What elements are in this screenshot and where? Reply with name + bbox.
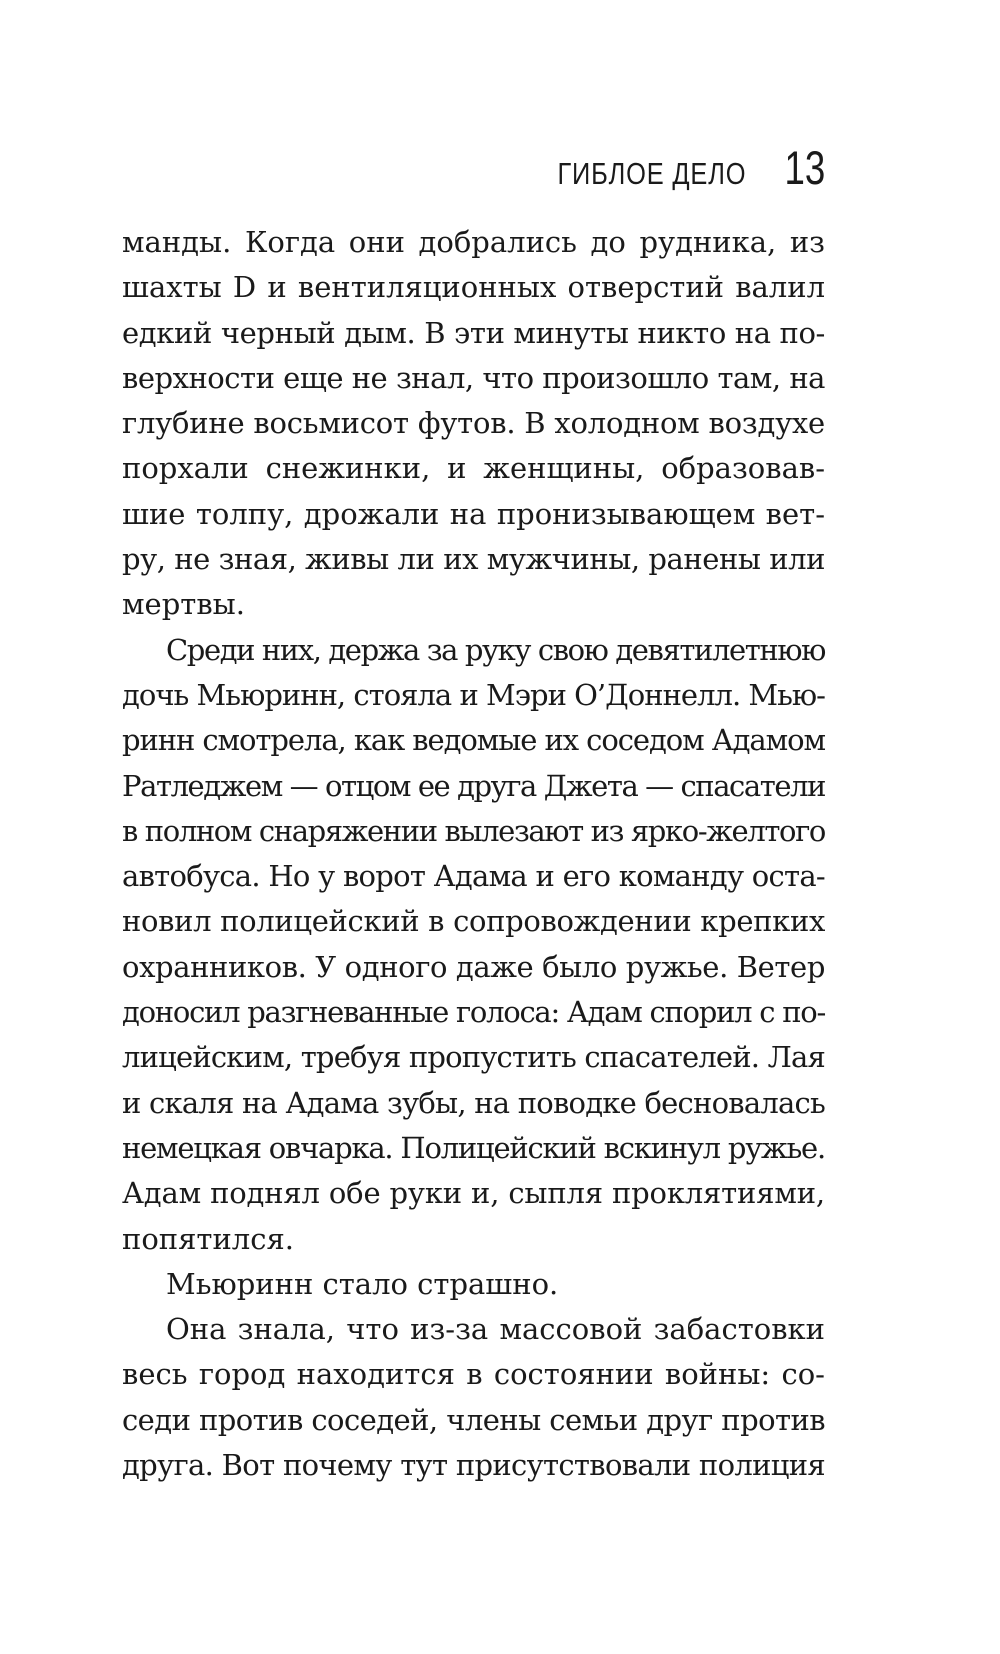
text-line: попятился. <box>122 1221 294 1256</box>
text-line: ру, не зная, живы ли их мужчины, ранены или <box>122 542 825 577</box>
text-line: лицейским, требуя пропустить спасателей. Лая <box>122 1040 825 1075</box>
text-line: Она знала, что из-за массовой забастовки <box>166 1312 825 1347</box>
text-line: автобуса. Но у ворот Адама и его команду оста- <box>122 859 825 894</box>
page-number: 13 <box>784 141 825 194</box>
text-line: верхности еще не знал, что произошло там, на <box>122 360 825 395</box>
text-line: шахты D и вентиляционных отверстий валил <box>122 270 825 305</box>
running-head <box>122 140 825 195</box>
text-line: глубине восьмисот футов. В холодном воздухе <box>122 406 825 441</box>
text-line: Адам поднял обе руки и, сыпля проклятиями, <box>122 1176 825 1211</box>
text-line: порхали снежинки, и женщины, образовав- <box>122 451 825 486</box>
text-line: едкий черный дым. В эти минуты никто на по- <box>122 315 825 350</box>
text-line: в полном снаряжении вылезают из ярко-желтого <box>122 813 825 848</box>
text-line: шие толпу, дрожали на пронизывающем вет- <box>122 496 825 531</box>
text-line: охранников. У одного даже было ружье. Ветер <box>122 949 825 984</box>
text-line: седи против соседей, члены семьи друг против <box>122 1402 825 1437</box>
text-line: манды. Когда они добрались до рудника, из <box>122 225 825 259</box>
text-line: ринн смотрела, как ведомые их соседом Адамом <box>122 723 825 758</box>
text-line: доносил разгневанные голоса: Адам спорил с по- <box>122 995 825 1030</box>
running-title: ГИБЛОЕ ДЕЛО <box>557 156 747 191</box>
text-line: весь город находится в состоянии войны: со- <box>122 1357 825 1392</box>
text-line: друга. Вот почему тут присутствовали полиция <box>122 1448 825 1483</box>
text-line: Ратледжем — отцом ее друга Джета — спасатели <box>122 768 825 803</box>
text-line: новил полицейский в сопровождении крепких <box>122 904 825 939</box>
text-line: немецкая овчарка. Полицейский вскинул ружье. <box>122 1130 825 1165</box>
text-line: Мьюринн стало страшно. <box>166 1266 559 1301</box>
text-line: Среди них, держа за руку свою девятилетнюю <box>166 632 825 667</box>
text-line: мертвы. <box>122 587 245 622</box>
text-line: дочь Мьюринн, стояла и Мэри О’Доннелл. Мью- <box>122 677 825 712</box>
text-line: и скаля на Адама зубы, на поводке бесновалась <box>122 1085 825 1120</box>
body-text <box>122 220 825 1488</box>
